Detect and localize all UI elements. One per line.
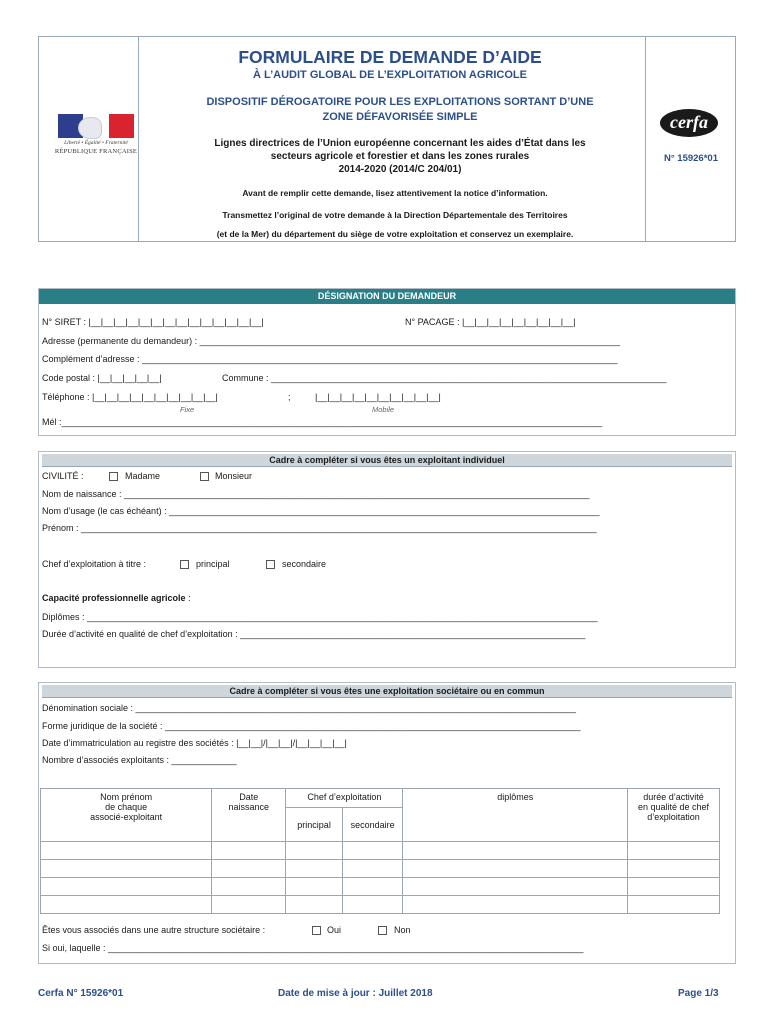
transmission-line-2: (et de la Mer) du département du siège de votre exploitation et conservez un exemplaire. <box>216 229 574 239</box>
oui-label: Oui <box>327 925 342 935</box>
table-row[interactable] <box>41 878 720 896</box>
guidelines-text <box>160 137 640 176</box>
capacity-heading <box>42 593 191 603</box>
col-header-secondaire: secondaire <box>342 808 403 842</box>
french-flag-icon <box>58 114 134 138</box>
legal-form-field[interactable]: Forme juridique de la société : ___________________________________________________________________________________ <box>42 721 581 731</box>
footer-cerfa-number: Cerfa N° 15926*01 <box>38 988 124 999</box>
transmission-line-1: Transmettez l’original de votre demande à la Direction Départementale des Territoires <box>222 210 568 220</box>
designation-title: DÉSIGNATION DU DEMANDEUR <box>39 289 735 304</box>
col-date-line-2: naissance <box>228 802 270 812</box>
header-divider-right <box>645 37 646 241</box>
col-duration-line-2: en qualité de chef <box>637 802 710 812</box>
logo-republic: RÉPUBLIQUE FRANÇAISE <box>54 148 138 155</box>
individual-title: Cadre à compléter si vous êtes un exploitant individuel <box>42 454 732 467</box>
dispositif-line-2: ZONE DÉFAVORISÉE SIMPLE <box>322 111 478 123</box>
form-subtitle: À L’AUDIT GLOBAL DE L’EXPLOITATION AGRICOLE <box>253 69 527 81</box>
col-header-name <box>41 789 212 842</box>
principal-label: principal <box>196 559 230 569</box>
address-field[interactable]: Adresse (permanente du demandeur) : ____________________________________________________________________________________ <box>42 336 621 346</box>
chef-label: Chef d’exploitation à titre : <box>42 559 147 569</box>
col-header-birthdate <box>212 789 286 842</box>
company-name-field[interactable]: Dénomination sociale : ________________________________________________________________________________________ <box>42 703 577 713</box>
col-header-principal: principal <box>286 808 342 842</box>
pacage-field[interactable]: N° PACAGE : |__|__|__|__|__|__|__|__|__| <box>405 317 576 327</box>
registration-date-field[interactable]: Date d’immatriculation au registre des sociétés : |__|__|/|__|__|/|__|__|__|__| <box>42 738 347 748</box>
col-header-chef: Chef d’exploitation <box>286 789 403 808</box>
birth-name-field[interactable]: Nom de naissance : _____________________________________________________________________________________________ <box>42 489 590 499</box>
col-name-line-3: associé-exploitant <box>90 812 163 822</box>
phone-mobile-field[interactable]: |__|__|__|__|__|__|__|__|__|__| <box>315 392 441 402</box>
notice-instruction: Avant de remplir cette demande, lisez attentivement la notice d’information. <box>242 188 548 198</box>
non-label: Non <box>394 925 411 935</box>
other-structure-label: Êtes vous associés dans une autre structure sociétaire : <box>42 925 266 935</box>
oui-checkbox[interactable] <box>312 926 321 935</box>
postal-code-field[interactable]: Code postal : |__|__|__|__|__| <box>42 373 162 383</box>
marianne-logo <box>52 110 140 166</box>
associates-table <box>40 788 720 914</box>
email-field[interactable]: Mél :____________________________________________________________________________________________________________ <box>42 417 603 427</box>
which-structure-field[interactable]: Si oui, laquelle : _______________________________________________________________________________________________ <box>42 943 584 953</box>
footer-page-number: Page 1/3 <box>678 988 719 999</box>
col-name-line-1: Nom prénom <box>100 792 153 802</box>
guidelines-line-3: 2014-2020 (2014/C 204/01) <box>338 164 462 175</box>
activity-duration-field[interactable]: Durée d’activité en qualité de chef d’exploitation : _____________________________________________________________________ <box>42 629 586 639</box>
col-duration-line-1: durée d’activité <box>643 792 704 802</box>
form-title: FORMULAIRE DE DEMANDE D’AIDE <box>238 47 542 67</box>
dispositif-heading <box>160 95 640 125</box>
cerfa-logo: cerfa <box>660 109 718 137</box>
logo-motto: Liberté • Égalité • Fraternité <box>64 140 128 146</box>
col-date-line-1: Date <box>239 792 259 802</box>
madame-checkbox[interactable] <box>109 472 118 481</box>
guidelines-line-2: secteurs agricole et forestier et dans les zones rurales <box>270 151 530 162</box>
secondaire-checkbox[interactable] <box>266 560 275 569</box>
transmission-instruction <box>150 206 640 244</box>
footer-update-date: Date de mise à jour : Juillet 2018 <box>278 988 433 999</box>
mobile-label: Mobile <box>372 405 395 414</box>
fixed-label: Fixe <box>180 405 195 414</box>
civility-label: CIVILITÉ : <box>42 471 84 481</box>
monsieur-label: Monsieur <box>215 471 253 481</box>
table-row[interactable] <box>41 842 720 860</box>
company-title: Cadre à compléter si vous êtes une exploitation sociétaire ou en commun <box>42 685 732 698</box>
non-checkbox[interactable] <box>378 926 387 935</box>
table-row[interactable] <box>41 860 720 878</box>
table-row[interactable] <box>41 896 720 914</box>
phone-fixed-field[interactable]: Téléphone : |__|__|__|__|__|__|__|__|__|__| <box>42 392 218 402</box>
monsieur-checkbox[interactable] <box>200 472 209 481</box>
principal-checkbox[interactable] <box>180 560 189 569</box>
dispositif-line-1: DISPOSITIF DÉROGATOIRE POUR LES EXPLOITATIONS SORTANT D’UNE <box>206 96 594 108</box>
madame-label: Madame <box>125 471 161 481</box>
col-header-diplomas: diplômes <box>403 789 628 842</box>
form-number: N° 15926*01 <box>664 153 718 164</box>
secondaire-label: secondaire <box>282 559 327 569</box>
capacity-colon: : <box>185 593 191 603</box>
address-complement-field[interactable]: Complément d’adresse : _______________________________________________________________________________________________ <box>42 354 618 364</box>
commune-field[interactable]: Commune : _______________________________________________________________________________ <box>222 373 667 383</box>
col-header-duration <box>627 789 719 842</box>
col-duration-line-3: d’exploitation <box>647 812 700 822</box>
capacity-label: Capacité professionnelle agricole <box>42 593 186 603</box>
usage-name-field[interactable]: Nom d’usage (le cas échéant) : ______________________________________________________________________________________ <box>42 506 600 516</box>
guidelines-line-1: Lignes directrices de l’Union européenne concernant les aides d’État dans les <box>214 138 586 149</box>
first-name-field[interactable]: Prénom : _______________________________________________________________________________________________________ <box>42 523 597 533</box>
associates-count-field[interactable]: Nombre d’associés exploitants : _____________ <box>42 755 237 765</box>
siret-field[interactable]: N° SIRET : |__|__|__|__|__|__|__|__|__|__|__|__|__|__| <box>42 317 264 327</box>
diplomas-field[interactable]: Diplômes : ______________________________________________________________________________________________________ <box>42 612 598 622</box>
phone-separator: ; <box>288 392 291 402</box>
col-name-line-2: de chaque <box>105 802 148 812</box>
